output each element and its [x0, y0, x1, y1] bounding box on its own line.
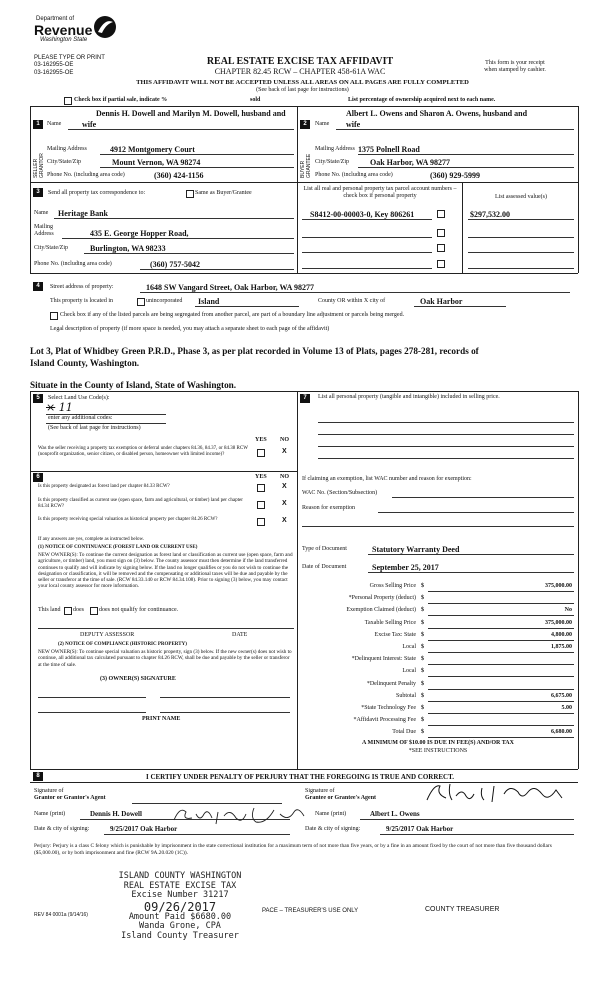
sec6-question-3: Is this property receiving special valuation as historical property per chapter 84.26 RCW?: [38, 517, 218, 522]
tax-row-label: *Delinquent Interest: State: [351, 656, 416, 662]
unincorporated-checkbox[interactable]: [137, 298, 145, 306]
grantee-name-value[interactable]: Albert L. Owens: [370, 810, 420, 818]
treasurer-use-label: PACE – TREASURER'S USE ONLY: [262, 908, 359, 914]
personal-property-label: List all personal property (tangible and intangible) included in selling price.: [318, 394, 500, 400]
county-treasurer-label: COUNTY TREASURER: [425, 906, 500, 913]
sec5-q1-no-mark[interactable]: X: [282, 448, 287, 455]
sec6-q1-no-mark[interactable]: X: [282, 483, 287, 490]
sec3-mailing-value[interactable]: 435 E. George Hopper Road,: [90, 229, 189, 238]
certify-statement: I CERTIFY UNDER PENALTY OF PERJURY THAT THE FOREGOING IS TRUE AND CORRECT.: [145, 773, 454, 781]
additional-codes-label: enter any additional codes:: [48, 415, 113, 421]
logo-state-text: Washington State: [40, 37, 88, 43]
tax-row-dollar: $: [421, 644, 424, 650]
sec5-see-back: (See back of last page for instructions): [48, 425, 141, 431]
parcel-number-value[interactable]: S8412-00-00003-0, Key 806261: [310, 210, 415, 219]
tax-row-dollar: $: [421, 632, 424, 638]
unincorporated-label: unincorporated: [146, 298, 183, 304]
buyer-phone-label: Phone No. (including area code): [315, 172, 393, 178]
stamp-line-2: REAL ESTATE EXCISE TAX: [123, 880, 237, 891]
sec3-city-value[interactable]: Burlington, WA 98233: [90, 244, 166, 253]
stamp-line-7: Island County Treasurer: [121, 930, 239, 941]
tax-row-dollar: $: [421, 595, 424, 601]
page-subtitle: CHAPTER 82.45 RCW – CHAPTER 458-61A WAC: [214, 67, 386, 76]
sec5-yes-header: YES: [255, 437, 267, 443]
partial-sale-label: Check box if partial sale, indicate %: [74, 97, 168, 103]
buyer-name-line-1[interactable]: Albert L. Owens and Sharon A. Owens, husband and: [346, 109, 528, 118]
logo-revenue-text: Revenue: [34, 22, 93, 38]
tax-row-value[interactable]: 375,000.00: [545, 583, 572, 589]
street-address-value[interactable]: 1648 SW Vangard Street, Oak Harbor, WA 98277: [146, 283, 314, 292]
tax-row-dollar: $: [421, 705, 424, 711]
tax-row-label: Total Due: [392, 729, 416, 735]
seller-mailing-value[interactable]: 4912 Montgomery Court: [110, 145, 195, 154]
tax-row-underline: [428, 689, 574, 690]
grantee-date-value[interactable]: 9/25/2017 Oak Harbor: [386, 825, 454, 833]
seller-mailing-label: Mailing Address: [47, 146, 87, 152]
stamp-line-4: 09/26/2017: [143, 899, 217, 914]
please-type: PLEASE TYPE OR PRINT: [34, 55, 105, 61]
list-percentage-label: List percentage of ownership acquired next to each name.: [348, 97, 496, 103]
sec3-phone-label: Phone No. (including area code): [34, 261, 112, 267]
buyer-side-label: BUYER GRANTEE: [300, 153, 312, 178]
segregated-checkbox[interactable]: [50, 312, 58, 320]
treasurer-stamp: [90, 872, 270, 941]
grantor-sig-label-2: Grantor or Grantor's Agent: [34, 795, 106, 801]
county-value[interactable]: Island: [198, 297, 220, 306]
form-code-2: 03-162955-OE: [34, 70, 74, 76]
grantor-date-label: Date & city of signing:: [34, 826, 90, 832]
tax-row-dollar: $: [421, 668, 424, 674]
tax-row-dollar: $: [421, 656, 424, 662]
exemption-label: If claiming an exemption, list WAC number and reason for exemption:: [302, 476, 472, 482]
street-address-label: Street address of property:: [50, 284, 114, 290]
section-5-number: 5: [33, 394, 43, 403]
perjury-statement: Perjury: Perjury is a class C felony which is punishable by imprisonment in the state correctional institution for a maximum term of not more than five years, or by a fine in an amount fixed by the court of not more than five thousand dollars ($5,000.00), or by both imprisonment and fine (RCW 9A.20.020 (1C)).: [34, 843, 552, 856]
parcel-3-personal-checkbox[interactable]: [437, 244, 445, 252]
section-4-number: 4: [33, 282, 43, 291]
tax-row-underline: [428, 676, 574, 677]
send-correspondence-label: Send all property tax correspondence to:: [48, 190, 146, 196]
seller-name-line-2[interactable]: wife: [82, 120, 97, 129]
tax-row-underline: [428, 628, 574, 629]
tax-row-value[interactable]: 1,875.00: [551, 644, 572, 650]
buyer-name-label: Name: [315, 121, 330, 127]
tax-row-label: Excise Tax: State: [374, 632, 416, 638]
county-within-label: County OR within X city of: [318, 298, 386, 304]
see-instructions-note: *SEE INSTRUCTIONS: [408, 748, 468, 754]
tax-row-underline: [428, 652, 574, 653]
logo-dept-text: Department of: [36, 16, 75, 22]
section-8-number: 8: [33, 772, 43, 781]
sec6-question-2: Is this property classified as current use (open space, farm and agricultural, or timber) land per chapter 84.34 RCW?: [38, 498, 243, 509]
seller-phone-label: Phone No. (including area code): [47, 172, 125, 178]
tax-row-label: Taxable Selling Price: [364, 620, 416, 626]
tax-row-label: Local: [402, 644, 416, 650]
sec6-q3-yes-checkbox[interactable]: [257, 518, 265, 526]
grantee-name-label: Name (print): [315, 811, 347, 817]
stamp-line-1: ISLAND COUNTY WASHINGTON: [118, 871, 242, 881]
section-1-number: 1: [33, 120, 43, 129]
section-7-number: 7: [300, 394, 310, 403]
deputy-assessor-label: DEPUTY ASSESSOR: [80, 632, 135, 638]
sec6-yes-header: YES: [255, 474, 267, 480]
does-not-label: does not qualify for continuance.: [99, 607, 179, 613]
assessed-value-value[interactable]: $297,532.00: [470, 210, 510, 219]
buyer-city-label: City/State/Zip: [315, 159, 349, 165]
tax-row-underline: [428, 725, 574, 726]
if-yes-instructions: If any answers are yes, complete as instructed below.: [38, 537, 145, 542]
sec3-name-value[interactable]: Heritage Bank: [58, 209, 108, 218]
buyer-name-line-2[interactable]: wife: [346, 120, 361, 129]
tax-row-label: Gross Selling Price: [369, 583, 416, 589]
sec3-name-label: Name: [34, 210, 49, 216]
land-use-code: 11: [58, 401, 73, 414]
warning-text: THIS AFFIDAVIT WILL NOT BE ACCEPTED UNLESS ALL AREAS ON ALL PAGES ARE FULLY COMPLETED: [136, 79, 469, 86]
grantor-sig-label-1: Signature of: [34, 788, 64, 794]
seller-city-value[interactable]: Mount Vernon, WA 98274: [112, 158, 201, 167]
tax-row-value[interactable]: 4,800.00: [551, 632, 572, 638]
notice-compliance-title: (2) NOTICE OF COMPLIANCE (HISTORIC PROPERTY): [58, 642, 187, 647]
tax-row-underline: [428, 603, 574, 604]
does-label: does: [73, 607, 84, 613]
tax-row-value[interactable]: 6,675.00: [551, 693, 572, 699]
assessor-date-label: DATE: [232, 632, 248, 638]
sec3-phone-value[interactable]: (360) 757-5042: [150, 260, 200, 269]
notice-continuance-body: NEW OWNER(S): To continue the current designation as forest land or classification as current use (open space, farm and agriculture, or timber) land, you must sign on (3) below. The county assessor must then determine if the land transferred continues to qualify and will indicate by signing below. If the land no longer qualifies or you do not wish to continue the designation or classification, it will be removed and the compensating or additional taxes will be due and payable by the seller or transferor at the time of sale. (RCW 84.33.140 or RCW 84.34.108). Prior to signing (3) below, you may contact your local county assessor for more information.: [38, 552, 293, 590]
sec6-q2-no-mark[interactable]: X: [282, 500, 287, 507]
grantor-name-label: Name (print): [34, 811, 66, 817]
same-as-buyer-label: Same as Buyer/Grantee: [195, 190, 252, 196]
parcel-2-personal-checkbox[interactable]: [437, 229, 445, 237]
see-back-text: (See back of last page for instructions): [256, 87, 349, 93]
grantee-date-label: Date & city of signing:: [305, 826, 361, 832]
sold-label: sold: [250, 97, 261, 103]
tax-row-dollar: $: [421, 717, 424, 723]
tax-row-label: Subtotal: [395, 693, 416, 699]
doc-type-label: Type of Document: [302, 546, 347, 552]
logo-swoosh-icon: [92, 14, 118, 40]
grantor-date-value[interactable]: 9/25/2017 Oak Harbor: [110, 825, 178, 833]
parcel-4-personal-checkbox[interactable]: [437, 260, 445, 268]
revision-code: REV 84 0001a (9/14/16): [34, 912, 88, 918]
section-3-number: 3: [33, 188, 43, 197]
seller-name-line-1[interactable]: Dennis H. Dowell and Marilyn M. Dowell, husband and: [96, 109, 286, 118]
tax-row-label: *Delinquent Penalty: [366, 681, 416, 687]
legal-description-line-1[interactable]: Lot 3, Plat of Whidbey Green P.R.D., Phase 3, as per plat recorded in Volume 13 of Plats, pages 278-281, records of: [30, 346, 479, 356]
assessed-value-label: List assessed value(s): [495, 194, 547, 200]
receipt-note-1: This form is your receipt: [485, 60, 545, 66]
minimum-fee-note: A MINIMUM OF $10.00 IS DUE IN FEE(S) AND/OR TAX: [362, 740, 514, 746]
partial-sale-checkbox[interactable]: [64, 97, 72, 105]
grantee-signature[interactable]: [422, 780, 572, 806]
sec6-q3-no-mark[interactable]: X: [282, 517, 287, 524]
tax-row-dollar: $: [421, 693, 424, 699]
same-as-buyer-checkbox[interactable]: [186, 190, 194, 198]
tax-row-label: *Affidavit Processing Fee: [353, 717, 416, 723]
grantee-sig-label-1: Signature of: [305, 788, 335, 794]
tax-row-label: *State Technology Fee: [361, 705, 416, 711]
tax-row-label: Exemption Claimed (deduct): [346, 607, 416, 613]
tax-row-underline: [428, 615, 574, 616]
buyer-city-value[interactable]: Oak Harbor, WA 98277: [370, 158, 451, 167]
sec6-q1-yes-checkbox[interactable]: [257, 484, 265, 492]
sec3-mailing-label: Mailing Address: [34, 224, 54, 237]
segregated-label: Check box if any of the listed parcels are being segregated from another parcel, are part of a boundary line adjustment or parcels being merged.: [60, 312, 405, 318]
doc-date-value[interactable]: September 25, 2017: [372, 563, 439, 572]
land-does-checkbox[interactable]: [64, 607, 72, 615]
parcel-1-personal-checkbox[interactable]: [437, 210, 445, 218]
sec5-no-header: NO: [280, 437, 289, 443]
sec5-question-1: Was the seller receiving a property tax exemption or deferral under chapters 84.36, 84.37, or 84.38 RCW (nonprofit organization, senior citizen, or disabled person, homeowner with limited income)?: [38, 446, 248, 457]
tax-row-dollar: $: [421, 620, 424, 626]
land-does-not-checkbox[interactable]: [90, 607, 98, 615]
grantor-signature[interactable]: [170, 802, 310, 828]
receipt-note-2: when stamped by cashier.: [484, 67, 546, 73]
section-2-number: 2: [300, 120, 310, 129]
tax-row-underline: [428, 591, 574, 592]
tax-row-value[interactable]: 375,000.00: [545, 620, 572, 626]
tax-row-value[interactable]: No: [564, 607, 572, 613]
sec5-q1-yes-checkbox[interactable]: [257, 449, 265, 457]
parcel-list-label: List all real and personal property tax parcel account numbers – check box if personal property: [303, 186, 457, 199]
situate-text[interactable]: Situate in the County of Island, State of Washington.: [30, 380, 237, 390]
buyer-mailing-value[interactable]: 1375 Polnell Road: [358, 145, 420, 154]
legal-description-label: Legal description of property (if more space is needed, you may attach a separate sheet to each page of the affidavit): [50, 326, 330, 332]
print-name-label: PRINT NAME: [142, 716, 181, 722]
buyer-phone-value[interactable]: (360) 929-5999: [430, 171, 480, 180]
stamp-line-5: Amount Paid $6680.00: [128, 911, 232, 922]
sec3-city-label: City/State/Zip: [34, 245, 68, 251]
sec6-q2-yes-checkbox[interactable]: [257, 501, 265, 509]
owner-signature-label: (3) OWNER(S) SIGNATURE: [100, 676, 176, 682]
land-use-label: Select Land Use Code(s):: [48, 395, 110, 401]
exemption-reason-label: Reason for exemption: [302, 505, 355, 511]
tax-row-label: Local: [402, 668, 416, 674]
seller-name-label: Name: [47, 121, 62, 127]
tax-row-underline: [428, 664, 574, 665]
tax-row-dollar: $: [421, 729, 424, 735]
sec6-no-header: NO: [280, 474, 289, 480]
tax-row-dollar: $: [421, 583, 424, 589]
tax-row-underline: [428, 640, 574, 641]
wac-number-label: WAC No. (Section/Subsection): [302, 490, 378, 496]
seller-side-label: SELLER GRANTOR: [33, 153, 45, 178]
grantee-sig-label-2: Grantee or Grantee's Agent: [305, 795, 377, 801]
seller-phone-value[interactable]: (360) 424-1156: [154, 171, 204, 180]
notice-continuance-title: (1) NOTICE OF CONTINUANCE (FOREST LAND OR CURRENT USE): [38, 545, 198, 550]
stamp-line-6: Wanda Grone, CPA: [139, 921, 221, 931]
section-6-number: 6: [33, 473, 43, 482]
sec6-question-1: Is this property designated as forest land per chapter 84.33 RCW?: [38, 484, 170, 489]
grantor-name-value[interactable]: Dennis H. Dowell: [90, 810, 142, 818]
tax-row-label: *Personal Property (deduct): [348, 595, 416, 601]
legal-description-line-2[interactable]: Island County, Washington.: [30, 358, 140, 368]
tax-row-dollar: $: [421, 681, 424, 687]
doc-type-value[interactable]: Statutory Warranty Deed: [372, 545, 460, 554]
tax-row-underline: [428, 737, 574, 738]
notice-compliance-body: NEW OWNER(S): To continue special valuation as historic property, sign (3) below. If the new owner(s) does not wish to continue, all additional tax calculated pursuant to chapter 84.26 RCW, shall be due and payable by the seller or transferor at the time of sale.: [38, 649, 292, 668]
tax-row-underline: [428, 713, 574, 714]
page-title: REAL ESTATE EXCISE TAX AFFIDAVIT: [206, 56, 394, 67]
form-code-1: 03-162955-OE: [34, 62, 74, 68]
located-in-label: This property is located in: [50, 298, 113, 304]
buyer-mailing-label: Mailing Address: [315, 146, 355, 152]
seller-city-label: City/State/Zip: [47, 159, 81, 165]
tax-row-dollar: $: [421, 607, 424, 613]
doc-date-label: Date of Document: [302, 564, 347, 570]
this-land-label: This land: [38, 607, 61, 613]
tax-row-underline: [428, 701, 574, 702]
tax-row-value[interactable]: 5.00: [561, 705, 572, 711]
tax-row-value[interactable]: 6,680.00: [551, 729, 572, 735]
stamp-line-3: Excise Number 31217: [131, 890, 229, 900]
city-value[interactable]: Oak Harbor: [420, 297, 463, 306]
dor-logo: [34, 14, 124, 54]
land-use-value[interactable]: × 11: [46, 401, 73, 414]
